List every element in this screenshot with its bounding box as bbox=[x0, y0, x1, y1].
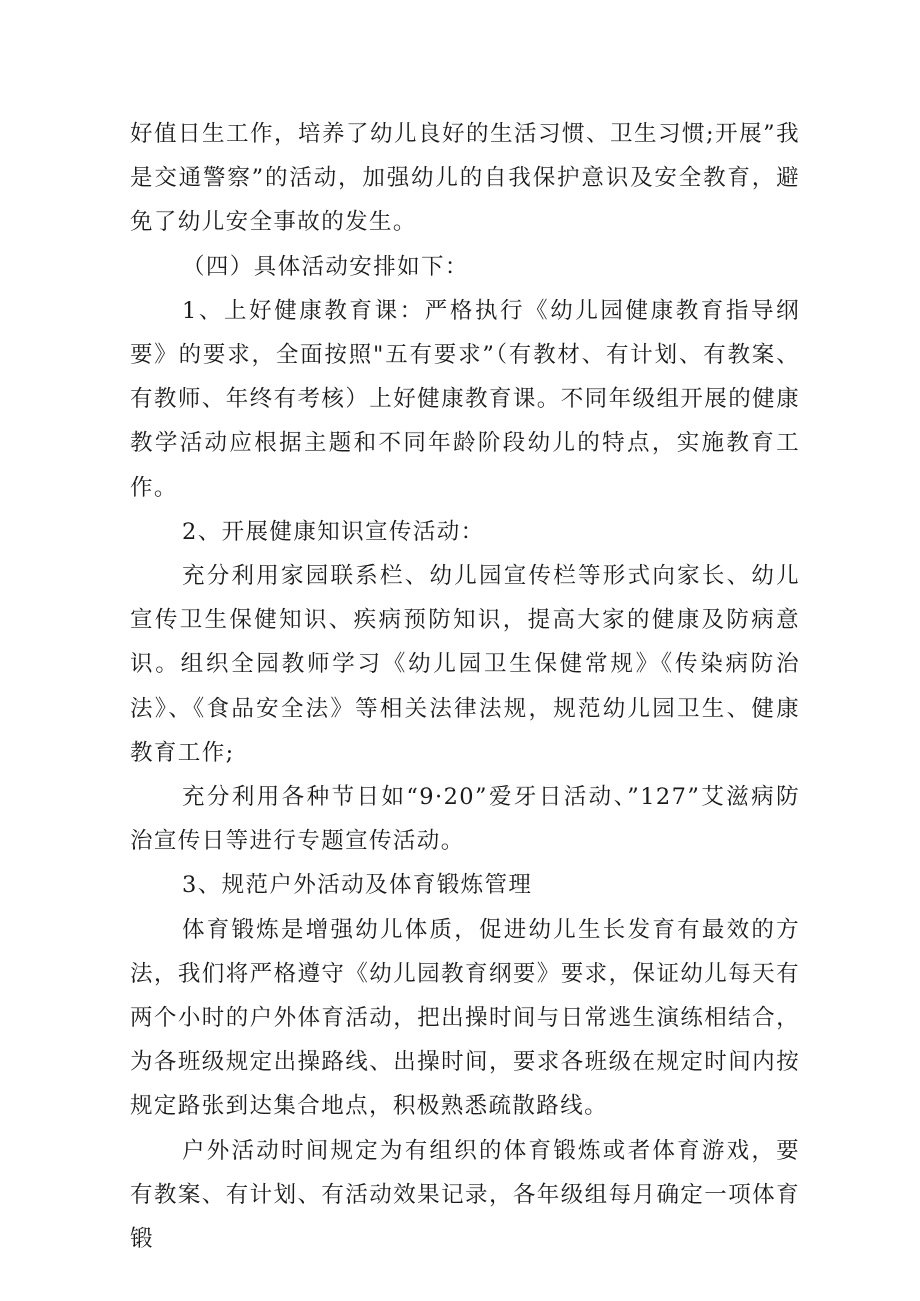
paragraph-promotion-channels: 充分利用家园联系栏、幼儿园宣传栏等形式向家长、幼儿宣传卫生保健知识、疾病预防知识，提高大家的健康及防病意识。组织全园教师学习《幼儿园卫生保健常规》《传染病防治法》、《食品安全法》等相关法律法规，规范幼儿园卫生、健康教育工作; bbox=[130, 563, 800, 766]
paragraph-continuation: 好值日生工作，培养了幼儿良好的生活习惯、卫生习惯;开展”我是交通警察”的活动，加强幼儿的自我保护意识及安全教育，避免了幼儿安全事故的发生。 bbox=[130, 121, 800, 236]
paragraph-festival-promotion: 充分利用各种节日如“9·20”爱牙日活动、”127”艾滋病防治宣传日等进行专题宣传活动。 bbox=[130, 784, 800, 855]
subheading-knowledge-promotion: 2、开展健康知识宣传活动： bbox=[182, 518, 485, 545]
paragraph-health-class: 1、上好健康教育课：严格执行《幼儿园健康教育指导纲要》的要求，全面按照"五有要求”（有教材、有计划、有教案、有教师、年终有考核）上好健康教育课。不同年级组开展的健康教学活动应根据主题和不同年龄阶段幼儿的特点，实施教育工作。 bbox=[130, 297, 800, 501]
paragraph-outdoor-schedule: 户外活动时间规定为有组织的体育锻炼或者体育游戏，要有教案、有计划、有活动效果记录，各年级组每月确定一项体育锻 bbox=[130, 1137, 800, 1253]
subheading-outdoor-activities: 3、规范户外活动及体育锻炼管理 bbox=[182, 872, 533, 899]
paragraph-physical-exercise: 体育锻炼是增强幼儿体质，促进幼儿生长发育有最效的方法，我们将严格遵守《幼儿园教育纲要》要求，保证幼儿每天有两个小时的户外体育活动，把出操时间与日常逃生演练相结合，为各班级规定出操路线、出操时间，要求各班级在规定时间内按规定路张到达集合地点，积极熟悉疏散路线。 bbox=[130, 916, 800, 1120]
document-body bbox=[130, 112, 800, 1261]
section-heading-activities: （四）具体活动安排如下： bbox=[182, 253, 469, 280]
